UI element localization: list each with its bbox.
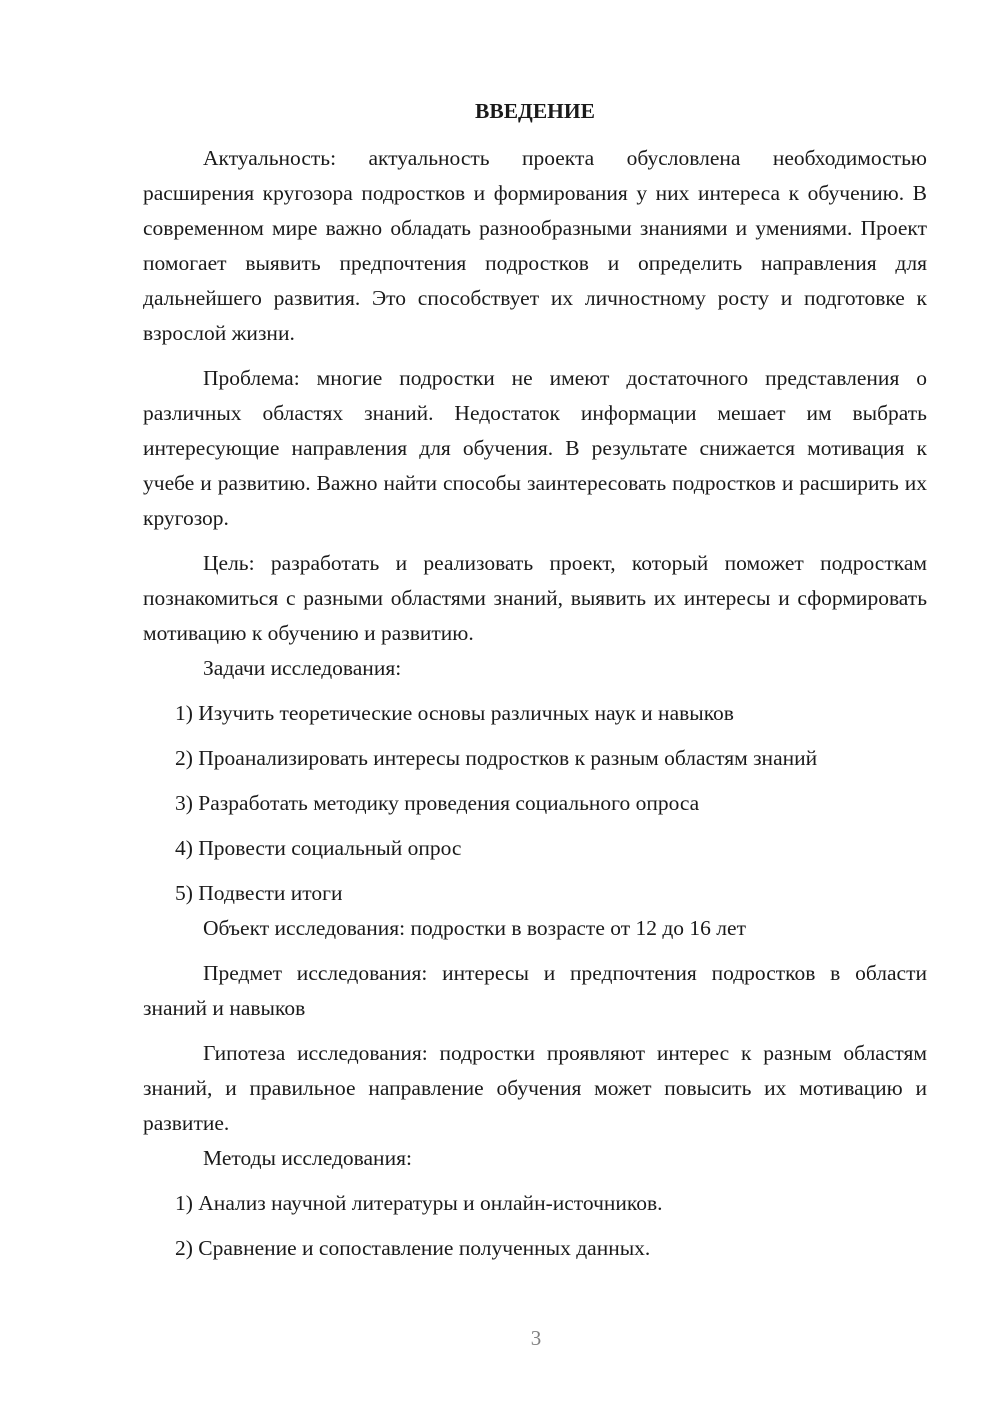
method-item: 1) Анализ научной литературы и онлайн-источников. (175, 1191, 663, 1215)
problem-paragraph: Проблема: многие подростки не имеют достаточного представления о различных областях знаний. Недостаток информации мешает им выбрать интересующие направления для обучения. В результате снижается мотивация к учебе и развитию. Важно найти способы заинтересовать подростков и расширить их кругозор. (143, 366, 927, 530)
tasks-heading: Задачи исследования: (203, 656, 402, 680)
object-line: Объект исследования: подростки в возрасте от 12 до 16 лет (203, 916, 746, 940)
document-body (143, 141, 927, 1266)
method-item: 2) Сравнение и сопоставление полученных данных. (175, 1236, 651, 1260)
task-item: 4) Провести социальный опрос (175, 836, 462, 860)
page-title: ВВЕДЕНИЕ (475, 99, 595, 123)
task-item: 2) Проанализировать интересы подростков к разным областям знаний (175, 746, 818, 770)
task-item: 3) Разработать методику проведения социального опроса (175, 791, 700, 815)
task-item: 1) Изучить теоретические основы различных наук и навыков (175, 701, 734, 725)
hypothesis-paragraph: Гипотеза исследования: подростки проявляют интерес к разным областям знаний, и правильное направление обучения может повысить их мотивацию и развитие. (143, 1041, 927, 1135)
subject-paragraph: Предмет исследования: интересы и предпочтения подростков в области знаний и навыков (143, 961, 927, 1020)
page-number: 3 (530, 1326, 542, 1350)
task-item: 5) Подвести итоги (175, 881, 343, 905)
goal-paragraph: Цель: разработать и реализовать проект, который поможет подросткам познакомиться с разными областями знаний, выявить их интересы и сформировать мотивацию к обучению и развитию. (143, 551, 927, 645)
methods-heading: Методы исследования: (203, 1146, 412, 1170)
relevance-paragraph: Актуальность: актуальность проекта обусловлена необходимостью расширения кругозора подростков и формирования у них интереса к обучению. В современном мире важно обладать разнообразными знаниями и умениями. Проект помогает выявить предпочтения подростков и определить направления для дальнейшего развития. Это способствует их личностному росту и подготовке к взрослой жизни. (143, 146, 927, 345)
